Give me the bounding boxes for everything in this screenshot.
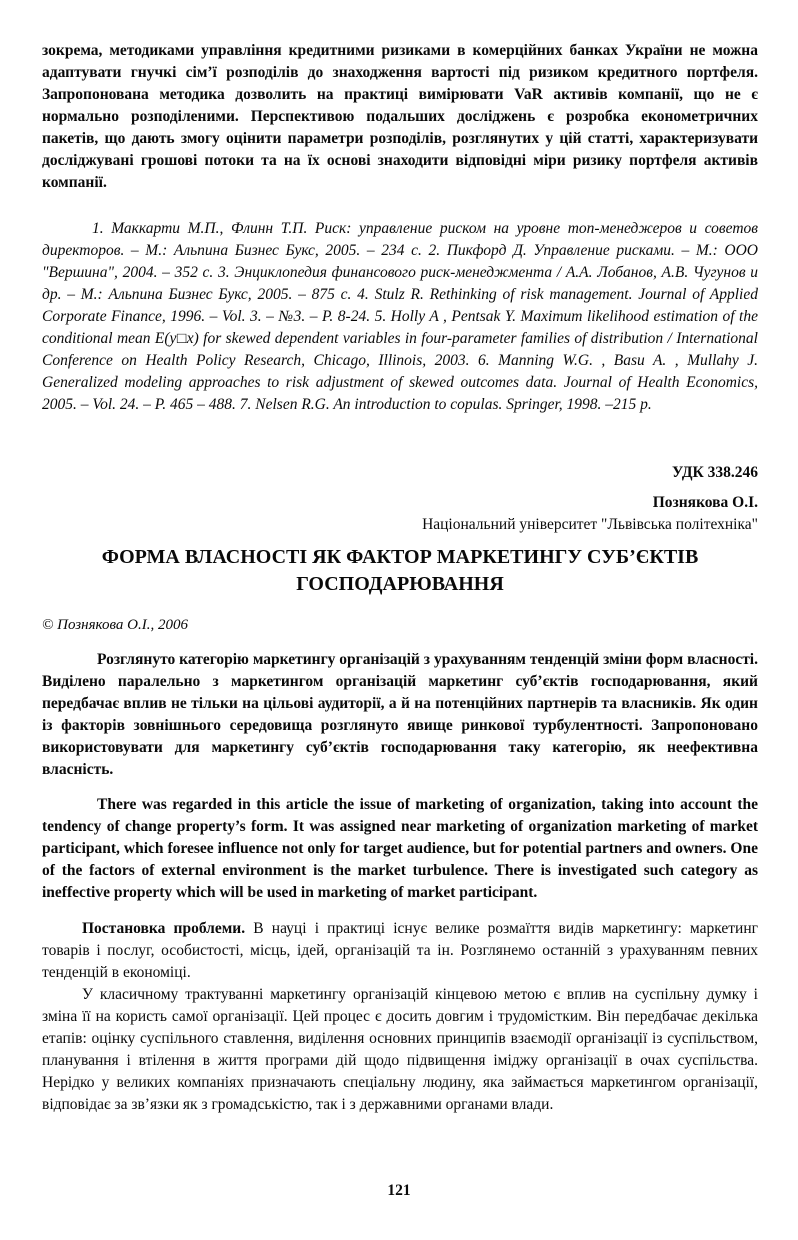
abstract-english: There was regarded in this article the issue of marketing of organization, taking into account the tendency of change property’s form. It was assigned near marketing of organization marketing of market participant, which foresee influence not only for target audience, but for potential partners and owners. One of the factors of external environment is the market turbulence. There is investigated such category as ineffective property which will be used in marketing of market participant. <box>42 796 758 901</box>
author-affiliation: Національний університет "Львівська політехніка" <box>422 516 758 533</box>
abstract-ukrainian: Розглянуто категорію маркетингу організацій з урахуванням тенденцій зміни форм власності. Виділено паралельно з маркетингом організацій маркетинг суб’єктів господарювання, який передбачає вплив не тільки на цільові аудиторії, а й на потенційних партнерів та власників. Як один із факторів зовнішнього середовища розглянуто явище ринкової турбулентності. Запропоновано використовувати для маркетингу суб’єктів господарювання таку категорію, як неефективна власність. <box>42 651 758 778</box>
article-title: ФОРМА ВЛАСНОСТІ ЯК ФАКТОР МАРКЕТИНГУ СУБ’ЄКТІВ ГОСПОДАРЮВАННЯ <box>101 546 699 595</box>
body-paragraph <box>42 984 758 1116</box>
paragraph-text: У класичному трактуванні маркетингу організацій кінцевою метою є вплив на суспільну думку і зміна її на користь самої організації. Цей процес є досить довгим і трудомістким. Він передбачає декілька етапів: оцінку суспільного ставлення, виділення основних принципів взаємодії організації із суспільством, планування і втілення в життя програми дій щодо підвищення іміджу організації в очах суспільства. Нерідко у великих компаніях призначають спеціальну людину, яка займається маркетингом організації, відповідає за зв’язки як з громадськістю, так і з державними органами влади. <box>42 986 758 1113</box>
page-number: 121 <box>387 1182 411 1199</box>
author-name: Познякова О.І. <box>652 494 758 511</box>
paragraph-lead: Постановка проблеми. <box>82 920 246 937</box>
copyright-line: © Познякова О.І., 2006 <box>42 617 188 633</box>
udc-label: УДК 338.246 <box>672 464 758 481</box>
continuation-paragraph: зокрема, методиками управління кредитними ризиками в комерційних банках України не можна адаптувати гнучкі сім’ї розподілів до знаходження вартості під ризиком кредитного портфеля. Запропонована методика дозволить на практиці вимірювати VaR активів компанії, що не є нормально розподіленими. Перспективою подальших досліджень є розробка економетричних пакетів, що дають змогу оцінити параметри розподілів, розглянутих у цій статті, характеризувати досліджувані грошові потоки та на їх основі знаходити відповідні міри ризику портфеля активів компанії. <box>42 42 758 191</box>
references-paragraph: 1. Маккарти М.П., Флинн Т.П. Риск: управление риском на уровне топ-менеджеров и советов директоров. – М.: Альпина Бизнес Букс, 2005. – 234 с. 2. Пикфорд Д. Управление рисками. – М.: ООО "Вершина", 2004. – 352 с. 3. Энциклопедия финансового риск-менеджмента / А.А. Лобанов, А.В. Чугунов и др. – М.: Альпина Бизнес Букс, 2005. – 875 с. 4. Stulz R. Rethinking of risk management. Journal of Applied Corporate Finance, 1996. – Vol. 3. – №3. – P. 8-24. 5. Holly A , Pentsak Y. Maximum likelihood estimation of the conditional mean E(y□x) for skewed dependent variables in four-parameter families of distribution / International Conference on Health Policy Research, Chicago, Illinois, 2003. 6. Manning W.G. , Basu A. , Mullahy J. Generalized modeling approaches to risk adjustment of skewed outcomes data. Journal of Health Economics, 2005. – Vol. 24. – P. 465 – 488. 7. Nelsen R.G. An introduction to copulas. Springer, 1998. –215 p. <box>42 220 758 413</box>
body-paragraph <box>42 918 758 984</box>
paragraph-text: В науці і практиці існує велике розмаїття видів маркетингу: маркетинг товарів і послуг, особистості, місць, ідей, організацій та ін. Розглянемо останній з урахуванням певних тенденцій в економіці. <box>42 920 758 981</box>
